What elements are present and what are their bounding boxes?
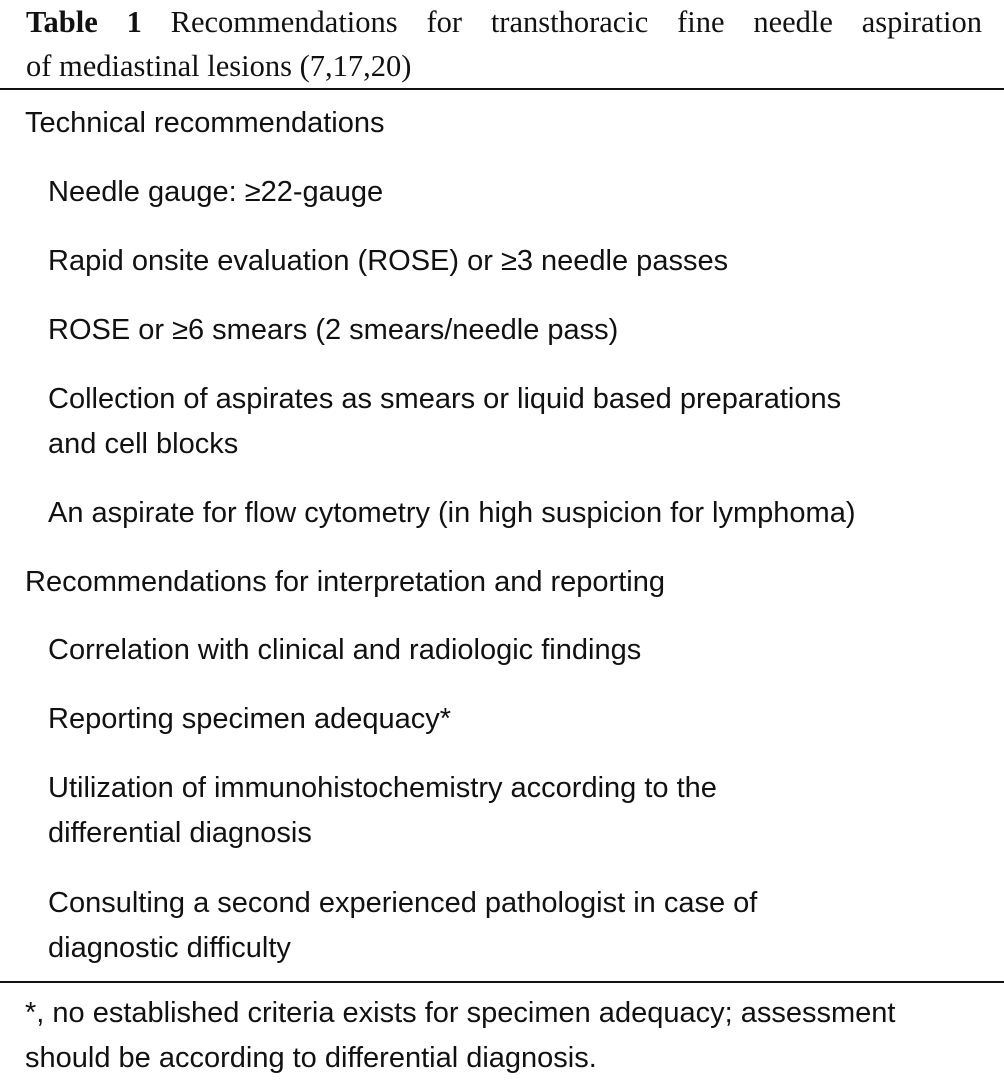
table-top-rule: [0, 88, 1004, 90]
table-footnote: [25, 991, 995, 1081]
table-row: Collection of aspirates as smears or liquid based preparations: [48, 383, 842, 415]
table-row-continuation: and cell blocks: [48, 428, 239, 460]
table-title-line-1: Recommendations for transthoracic fine needle aspiration: [170, 5, 982, 39]
table-row: Correlation with clinical and radiologic findings: [48, 634, 642, 666]
table-row: Utilization of immunohistochemistry according to the: [48, 772, 717, 804]
table-label: Table 1: [26, 5, 142, 39]
caption-line-1: [26, 0, 982, 44]
table-row: Reporting specimen adequacy*: [48, 703, 452, 735]
table-bottom-rule: [0, 981, 1004, 983]
table-row: ROSE or ≥6 smears (2 smears/needle pass): [48, 314, 619, 346]
section-header-technical: Technical recommendations: [25, 107, 385, 139]
table-row: Rapid onsite evaluation (ROSE) or ≥3 needle passes: [48, 245, 729, 277]
table-title-line-2: of mediastinal lesions (7,17,20): [26, 49, 412, 83]
table-row: Needle gauge: ≥22-gauge: [48, 176, 384, 208]
table-row-continuation: differential diagnosis: [48, 817, 312, 849]
table-caption: [26, 0, 982, 88]
footnote-line-1: *, no established criteria exists for specimen adequacy; assessment: [25, 997, 896, 1029]
footnote-line-2: should be according to differential diagnosis.: [25, 1042, 597, 1074]
table-row-continuation: diagnostic difficulty: [48, 932, 291, 964]
table-row: Consulting a second experienced pathologist in case of: [48, 887, 758, 919]
section-header-interpretation: Recommendations for interpretation and reporting: [25, 566, 665, 598]
table-row: An aspirate for flow cytometry (in high suspicion for lymphoma): [48, 497, 856, 529]
